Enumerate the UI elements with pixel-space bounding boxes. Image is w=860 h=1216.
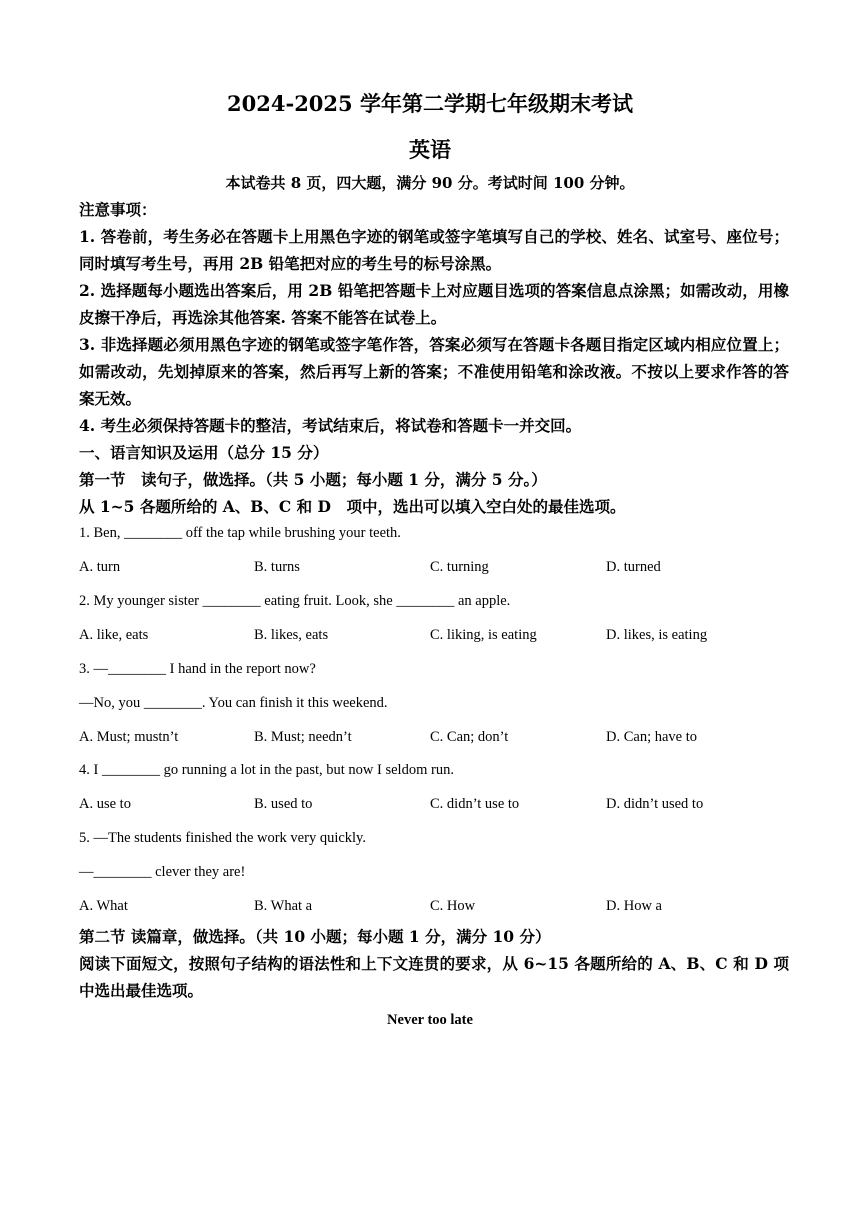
subject-title: 英语 xyxy=(409,137,451,162)
section2-heading: 第二节 读篇章，做选择。（共 10 小题；每小题 1 分，满分 10 分） xyxy=(79,927,551,946)
question-5-option-b[interactable]: B. What a xyxy=(254,898,313,914)
question-2-stem: 2. My younger sister ________ eating fruit. Look, she ________ an apple. xyxy=(79,593,511,609)
part1-heading: 一、语言知识及运用（总分 15 分） xyxy=(79,443,329,462)
question-1-option-b[interactable]: B. turns xyxy=(254,559,300,575)
question-1-option-c[interactable]: C. turning xyxy=(430,559,489,575)
question-2-option-b[interactable]: B. likes, eats xyxy=(254,627,329,643)
question-4-option-c[interactable]: C. didn’t use to xyxy=(430,796,520,812)
exam-info: 本试卷共 8 页，四大题，满分 90 分。考试时间 100 分钟。 xyxy=(225,174,635,192)
question-4-option-d[interactable]: D. didn’t used to xyxy=(606,796,704,812)
notes-heading: 注意事项： xyxy=(79,200,157,219)
passage-title: Never too late xyxy=(387,1012,473,1028)
note-item: 4. 考生必须保持答题卡的整洁，考试结束后，将试卷和答题卡一并交回。 xyxy=(79,416,582,435)
question-2-option-d[interactable]: D. likes, is eating xyxy=(606,627,708,643)
question-1-option-a[interactable]: A. turn xyxy=(79,559,121,575)
question-2-option-a[interactable]: A. like, eats xyxy=(79,627,149,643)
notes-section xyxy=(79,196,789,520)
question-4-option-b[interactable]: B. used to xyxy=(254,796,313,812)
section2-block xyxy=(79,923,789,1004)
question-3-stem: 3. —________ I hand in the report now? xyxy=(79,661,316,677)
section1-instruction: 从 1~5 各题所给的 A、B、C 和 D 项中，选出可以填入空白处的最佳选项。 xyxy=(79,497,626,516)
question-5-stem-reply: —________ clever they are! xyxy=(79,864,246,880)
question-4-stem: 4. I ________ go running a lot in the past, but now I seldom run. xyxy=(79,762,454,778)
section1-heading: 第一节 读句子，做选择。（共 5 小题；每小题 1 分，满分 5 分。） xyxy=(79,470,547,489)
question-3-option-b[interactable]: B. Must; needn’t xyxy=(254,729,352,745)
exam-title: 2024-2025 学年第二学期七年级期末考试 xyxy=(227,91,633,116)
question-5-option-d[interactable]: D. How a xyxy=(606,898,662,914)
note-item: 3. 非选择题必须用黑色字迹的钢笔或签字笔作答，答案必须写在答题卡各题目指定区域内相应位置上；如需改动，先划掉原来的答案，然后再写上新的答案；不准使用铅笔和涂改液。不按以上要求作答的答案无效。 xyxy=(79,335,789,408)
section2-instruction: 阅读下面短文，按照句子结构的语法性和上下文连贯的要求，从 6~15 各题所给的 A、B、C 和 D 项中选出最佳选项。 xyxy=(79,954,789,1000)
question-3-option-d[interactable]: D. Can; have to xyxy=(606,729,698,745)
question-1-option-d[interactable]: D. turned xyxy=(606,559,661,575)
note-item: 1. 答卷前，考生务必在答题卡上用黑色字迹的钢笔或签字笔填写自己的学校、姓名、试室号、座位号；同时填写考生号，再用 2B 铅笔把对应的考生号的标号涂黑。 xyxy=(79,227,789,273)
note-item: 2. 选择题每小题选出答案后，用 2B 铅笔把答题卡上对应题目选项的答案信息点涂黑；如需改动，用橡皮擦干净后，再选涂其他答案. 答案不能答在试卷上。 xyxy=(79,281,789,327)
question-4-option-a[interactable]: A. use to xyxy=(79,796,131,812)
question-3-option-a[interactable]: A. Must; mustn’t xyxy=(79,729,179,745)
question-2-option-c[interactable]: C. liking, is eating xyxy=(430,627,537,643)
question-3-option-c[interactable]: C. Can; don’t xyxy=(430,729,509,745)
question-5-stem: 5. —The students finished the work very quickly. xyxy=(79,830,366,846)
question-5-option-a[interactable]: A. What xyxy=(79,898,128,914)
question-1-stem: 1. Ben, ________ off the tap while brushing your teeth. xyxy=(79,525,401,541)
question-3-stem-reply: —No, you ________. You can finish it this weekend. xyxy=(79,695,388,711)
question-5-option-c[interactable]: C. How xyxy=(430,898,476,914)
